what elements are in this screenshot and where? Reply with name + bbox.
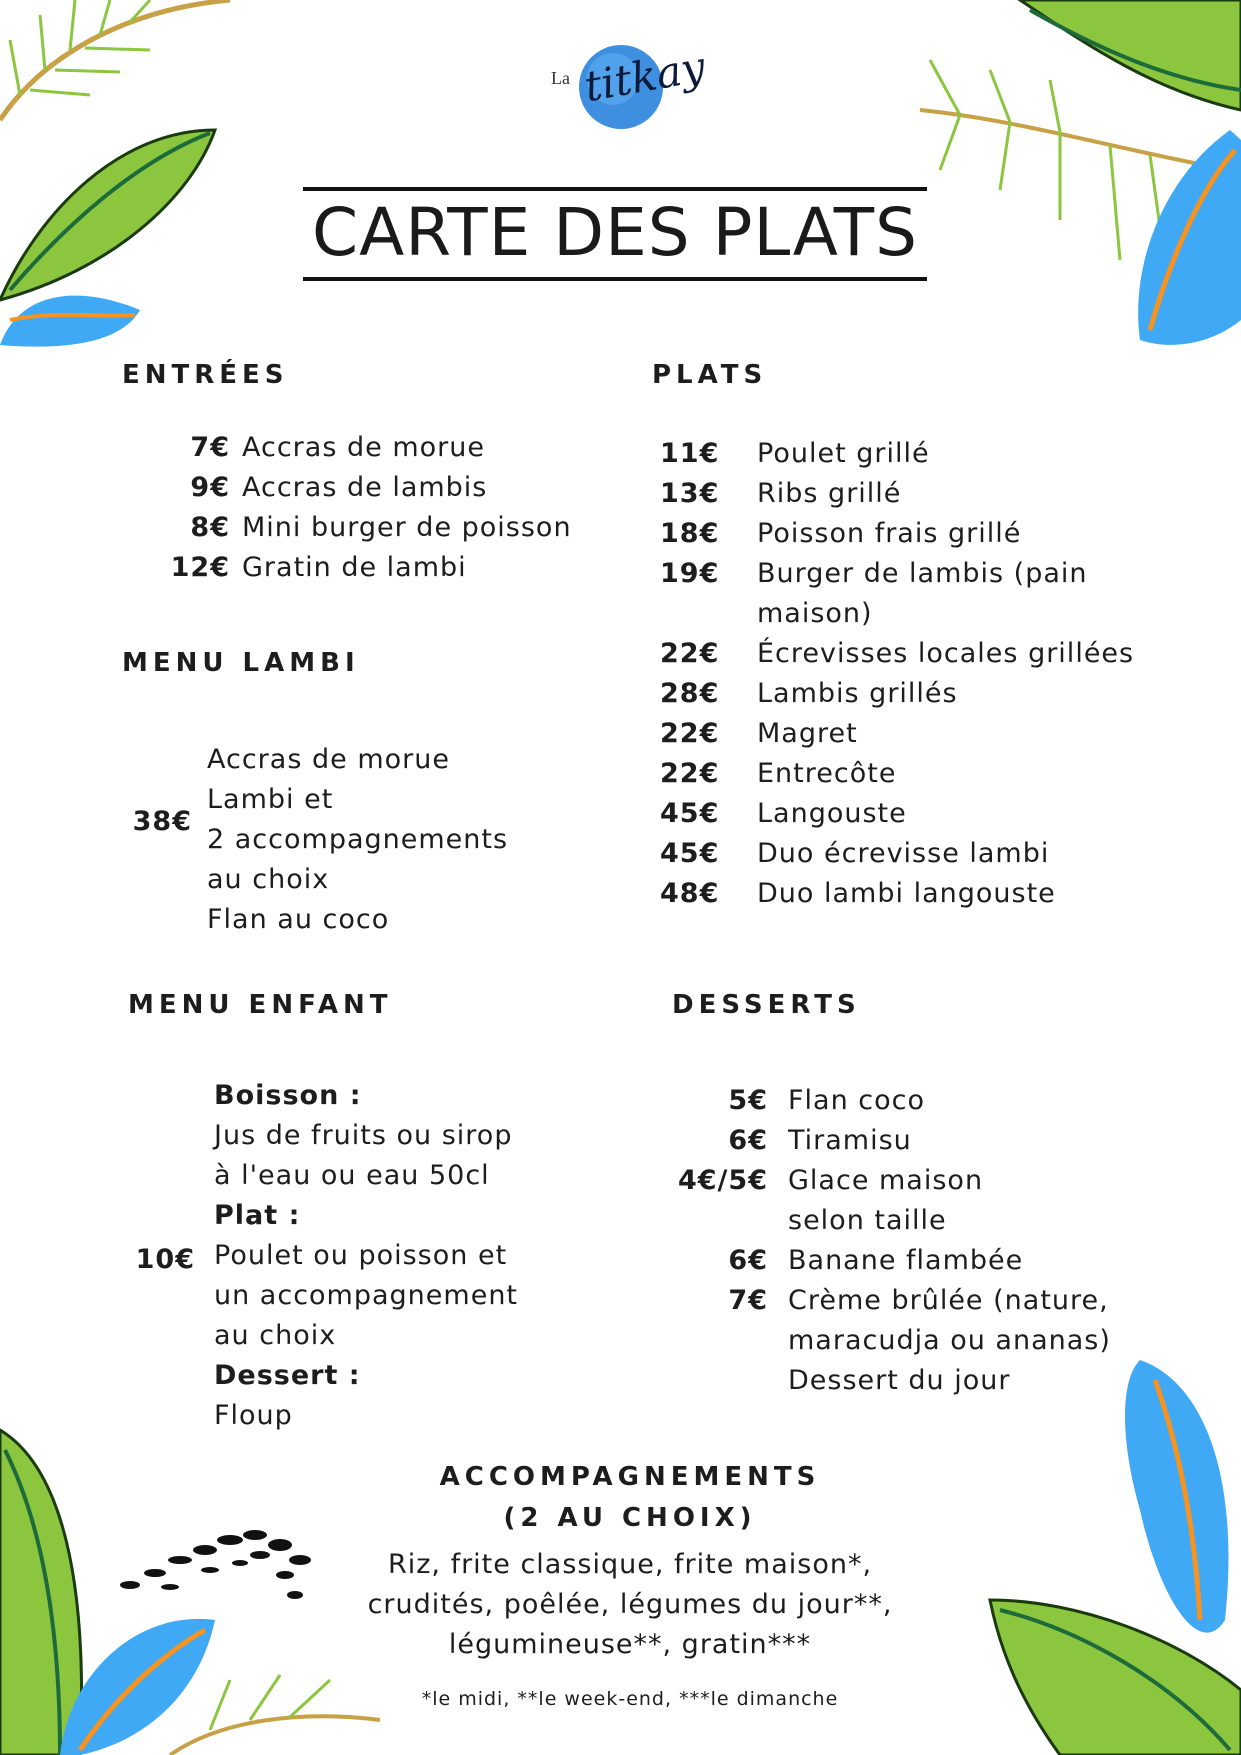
plats-list [660, 434, 1134, 914]
list-item [660, 874, 1134, 914]
list-item: Floup [214, 1400, 293, 1431]
page-title: CARTE DES PLATS [311, 194, 918, 271]
list-item: un accompagnement [214, 1280, 519, 1311]
list-item [660, 634, 1134, 674]
list-item [660, 434, 1134, 474]
item-name: Poulet grillé [757, 438, 930, 469]
item-price: 18€ [660, 518, 720, 549]
item-name: Crème brûlée (nature, [788, 1285, 1109, 1316]
item-name: Duo lambi langouste [757, 878, 1056, 909]
list-item [660, 474, 1134, 514]
section-heading-plats: PLATS [652, 360, 768, 390]
section-heading-accompagnements: ACCOMPAGNEMENTS [439, 1462, 821, 1492]
entrees-list [150, 428, 572, 588]
list-item: crudités, poêlée, légumes du jour**, [367, 1589, 893, 1620]
item-name: Flan coco [788, 1085, 925, 1116]
item-price: 22€ [660, 638, 720, 669]
list-item: Accras de morue [207, 744, 450, 775]
banana-leaves-bottom-right-icon [980, 1360, 1241, 1755]
menu-lambi-lines [207, 740, 508, 940]
list-item [660, 1121, 1111, 1161]
item-name: Accras de morue [242, 432, 485, 463]
item-price: 22€ [660, 718, 720, 749]
item-name: Duo écrevisse lambi [757, 838, 1050, 869]
title-rule-top [303, 187, 927, 191]
accompagnements-lines [320, 1545, 940, 1665]
list-item [660, 1241, 1111, 1281]
list-item: légumineuse**, gratin*** [448, 1629, 812, 1660]
item-price: 22€ [660, 758, 720, 789]
desserts-list [660, 1081, 1111, 1401]
boisson-label: Boisson : [214, 1080, 362, 1111]
list-item: Lambi et [207, 784, 334, 815]
item-name: Mini burger de poisson [242, 512, 572, 543]
section-heading-menu-lambi: MENU LAMBI [122, 648, 360, 678]
list-item [660, 514, 1134, 554]
item-price [660, 1361, 768, 1401]
list-item [150, 468, 572, 508]
item-price: 45€ [660, 798, 720, 829]
item-price: 7€ [728, 1285, 768, 1316]
list-item: Flan au coco [207, 904, 390, 935]
section-subheading-accompagnements: (2 AU CHOIX) [503, 1503, 757, 1533]
list-item [660, 834, 1134, 874]
item-name: Ribs grillé [757, 478, 902, 509]
item-price: 8€ [190, 512, 230, 543]
section-heading-desserts: DESSERTS [672, 990, 861, 1020]
item-price: 13€ [660, 478, 720, 509]
list-item [660, 1081, 1111, 1121]
item-name: Magret [757, 718, 858, 749]
menu-enfant-lines [214, 1076, 518, 1436]
item-name: Dessert du jour [788, 1365, 1011, 1396]
list-item [660, 1281, 1111, 1361]
item-price: 4€/5€ [677, 1165, 768, 1196]
item-name: Entrecôte [757, 758, 897, 789]
item-name: Glace maison [788, 1165, 984, 1196]
item-name: Tiramisu [788, 1125, 912, 1156]
list-item: Riz, frite classique, frite maison*, [387, 1549, 873, 1580]
list-item: Jus de fruits ou sirop [214, 1120, 513, 1151]
list-item: 2 accompagnements [207, 824, 509, 855]
item-price: 12€ [170, 552, 230, 583]
fish-school-icon [110, 1515, 325, 1615]
dessert-label: Dessert : [214, 1360, 361, 1391]
item-price: 6€ [728, 1125, 768, 1156]
palm-leaves-top-right-icon [900, 0, 1241, 350]
list-item [660, 794, 1134, 834]
item-name: Accras de lambis [242, 472, 488, 503]
item-name: Langouste [757, 798, 907, 829]
title-rule-bottom [303, 277, 927, 281]
item-price: 28€ [660, 678, 720, 709]
item-name: Burger de lambis (pain [757, 558, 1088, 589]
item-name: Lambis grillés [757, 678, 958, 709]
list-item [660, 714, 1134, 754]
menu-lambi-price: 38€ [132, 806, 192, 837]
palm-leaves-top-left-icon [0, 0, 240, 350]
section-heading-menu-enfant: MENU ENFANT [128, 990, 393, 1020]
logo-prefix: La [551, 68, 570, 88]
list-item: au choix [207, 864, 330, 895]
list-item [660, 1161, 1111, 1241]
item-name: Écrevisses locales grillées [757, 638, 1135, 669]
item-price: 11€ [660, 438, 720, 469]
list-item: Poulet ou poisson et [214, 1240, 508, 1271]
plat-label: Plat : [214, 1200, 301, 1231]
list-item [660, 674, 1134, 714]
item-price: 5€ [728, 1085, 768, 1116]
list-item [660, 554, 1134, 634]
item-name: Banane flambée [788, 1245, 1024, 1276]
list-item: à l'eau ou eau 50cl [214, 1160, 490, 1191]
footnote: *le midi, **le week-end, ***le dimanche [421, 1688, 839, 1710]
item-price: 7€ [190, 432, 230, 463]
item-price: 45€ [660, 838, 720, 869]
list-item [150, 548, 572, 588]
item-name-continued: maracudja ou ananas) [788, 1325, 1111, 1356]
item-name-continued: selon taille [788, 1205, 947, 1236]
item-name-continued: maison) [757, 598, 873, 629]
list-item [150, 508, 572, 548]
item-name: Gratin de lambi [242, 552, 467, 583]
item-price: 6€ [728, 1245, 768, 1276]
item-price: 48€ [660, 878, 720, 909]
section-heading-entrees: ENTRÉES [122, 360, 289, 390]
list-item [660, 754, 1134, 794]
list-item: au choix [214, 1320, 337, 1351]
item-name: Poisson frais grillé [757, 518, 1022, 549]
list-item [660, 1361, 1111, 1401]
item-price: 19€ [660, 558, 720, 589]
list-item [150, 428, 572, 468]
item-price: 9€ [190, 472, 230, 503]
logo-script-text: titkay [580, 41, 709, 112]
menu-enfant-price: 10€ [135, 1244, 195, 1275]
